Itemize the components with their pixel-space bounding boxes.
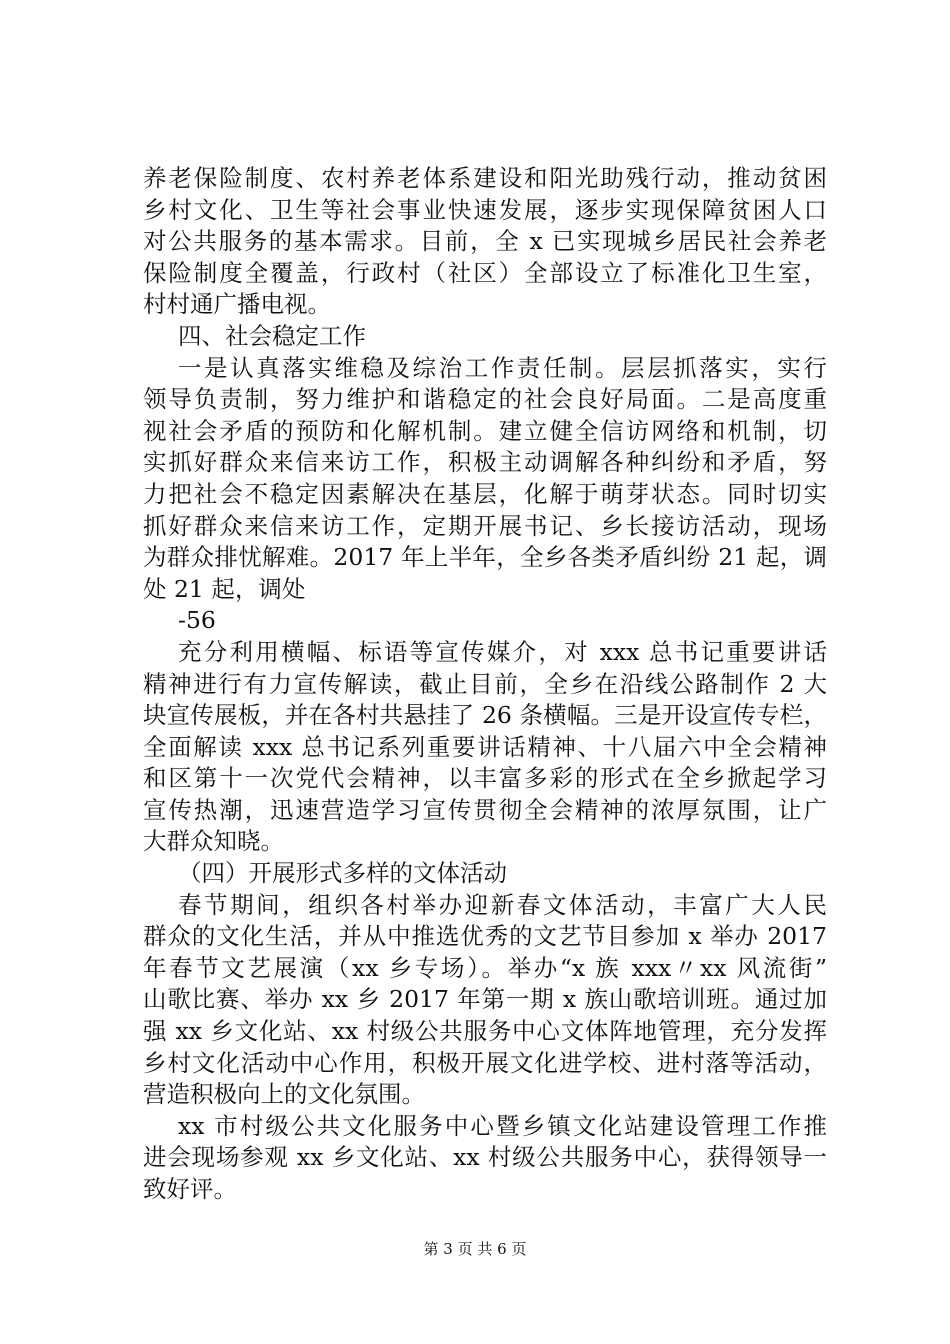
- text-line: 强 xx 乡文化站、xx 村级公共服务中心文体阵地管理，充分发挥: [143, 1017, 827, 1046]
- text-line: 充分利用横幅、标语等宣传媒介，对 xxx 总书记重要讲话: [178, 637, 827, 666]
- text-line: 致好评。: [143, 1175, 237, 1203]
- text-line: 大群众知晓。: [143, 827, 284, 856]
- text-line: 领导负责制，努力维护和谐稳定的社会良好局面。二是高度重: [143, 385, 827, 414]
- text-line: xx 市村级公共文化服务中心暨乡镇文化站建设管理工作推: [178, 1111, 827, 1140]
- text-line: 块宣传展板，并在各村共悬挂了 26 条横幅。三是开设宣传专栏，: [143, 701, 827, 730]
- text-line: 养老保险制度、农村养老体系建设和阳光助残行动，推动贫困: [143, 164, 827, 192]
- text-line: 为群众排忧解难。2017 年上半年，全乡各类矛盾纠纷 21 起，调: [143, 543, 827, 572]
- text-line: 一是认真落实维稳及综治工作责任制。层层抓落实，实行: [178, 353, 827, 382]
- text-line: 对公共服务的基本需求。目前，全 x 已实现城乡居民社会养老: [143, 227, 827, 256]
- text-line: 视社会矛盾的预防和化解机制。建立健全信访网络和机制，切: [143, 416, 827, 445]
- text-line: 和区第十一次党代会精神，以丰富多彩的形式在全乡掀起学习: [143, 764, 827, 793]
- text-line: 抓好群众来信来访工作，定期开展书记、乡长接访活动，现场: [143, 511, 827, 540]
- text-line: 进会现场参观 xx 乡文化站、xx 村级公共服务中心，获得领导一: [143, 1143, 827, 1172]
- text-line: -56: [178, 606, 216, 635]
- text-line: 精神进行有力宣传解读，截止目前，全乡在沿线公路制作 2 大: [143, 669, 827, 698]
- text-line: 实抓好群众来信来访工作，积极主动调解各种纠纷和矛盾，努: [143, 448, 827, 477]
- page-footer: 第 3 页 共 6 页: [423, 1240, 527, 1258]
- text-line: 村村通广播电视。: [143, 290, 331, 319]
- text-line: 年春节文艺展演（xx 乡专场）。举办“x 族 xxx〃xx 风流街”: [143, 953, 827, 982]
- text-line: 全面解读 xxx 总书记系列重要讲话精神、十八届六中全会精神: [143, 732, 827, 761]
- text-line: 宣传热潮，迅速营造学习宣传贯彻全会精神的浓厚氛围，让广: [143, 795, 827, 824]
- text-line: 乡村文化活动中心作用，积极开展文化进学校、进村落等活动，: [143, 1048, 827, 1077]
- text-line: 处 21 起，调处: [143, 574, 306, 603]
- text-line: 保险制度全覆盖，行政村（社区）全部设立了标准化卫生室，: [143, 258, 827, 287]
- text-line: 四、社会稳定工作: [178, 321, 366, 350]
- text-line: 群众的文化生活，并从中推选优秀的文艺节目参加 x 举办 2017: [143, 922, 827, 951]
- text-line: 乡村文化、卫生等社会事业快速发展，逐步实现保障贫困人口: [143, 195, 827, 224]
- text-line: 山歌比赛、举办 xx 乡 2017 年第一期 x 族山歌培训班。通过加: [143, 985, 827, 1014]
- text-line: 营造积极向上的文化氛围。: [143, 1080, 425, 1109]
- text-line: 春节期间，组织各村举办迎新春文体活动，丰富广大人民: [178, 890, 827, 919]
- text-line: 力把社会不稳定因素解决在基层，化解于萌芽状态。同时切实: [143, 479, 827, 508]
- text-line: （四）开展形式多样的文体活动: [178, 859, 507, 888]
- body-text: [143, 163, 827, 1206]
